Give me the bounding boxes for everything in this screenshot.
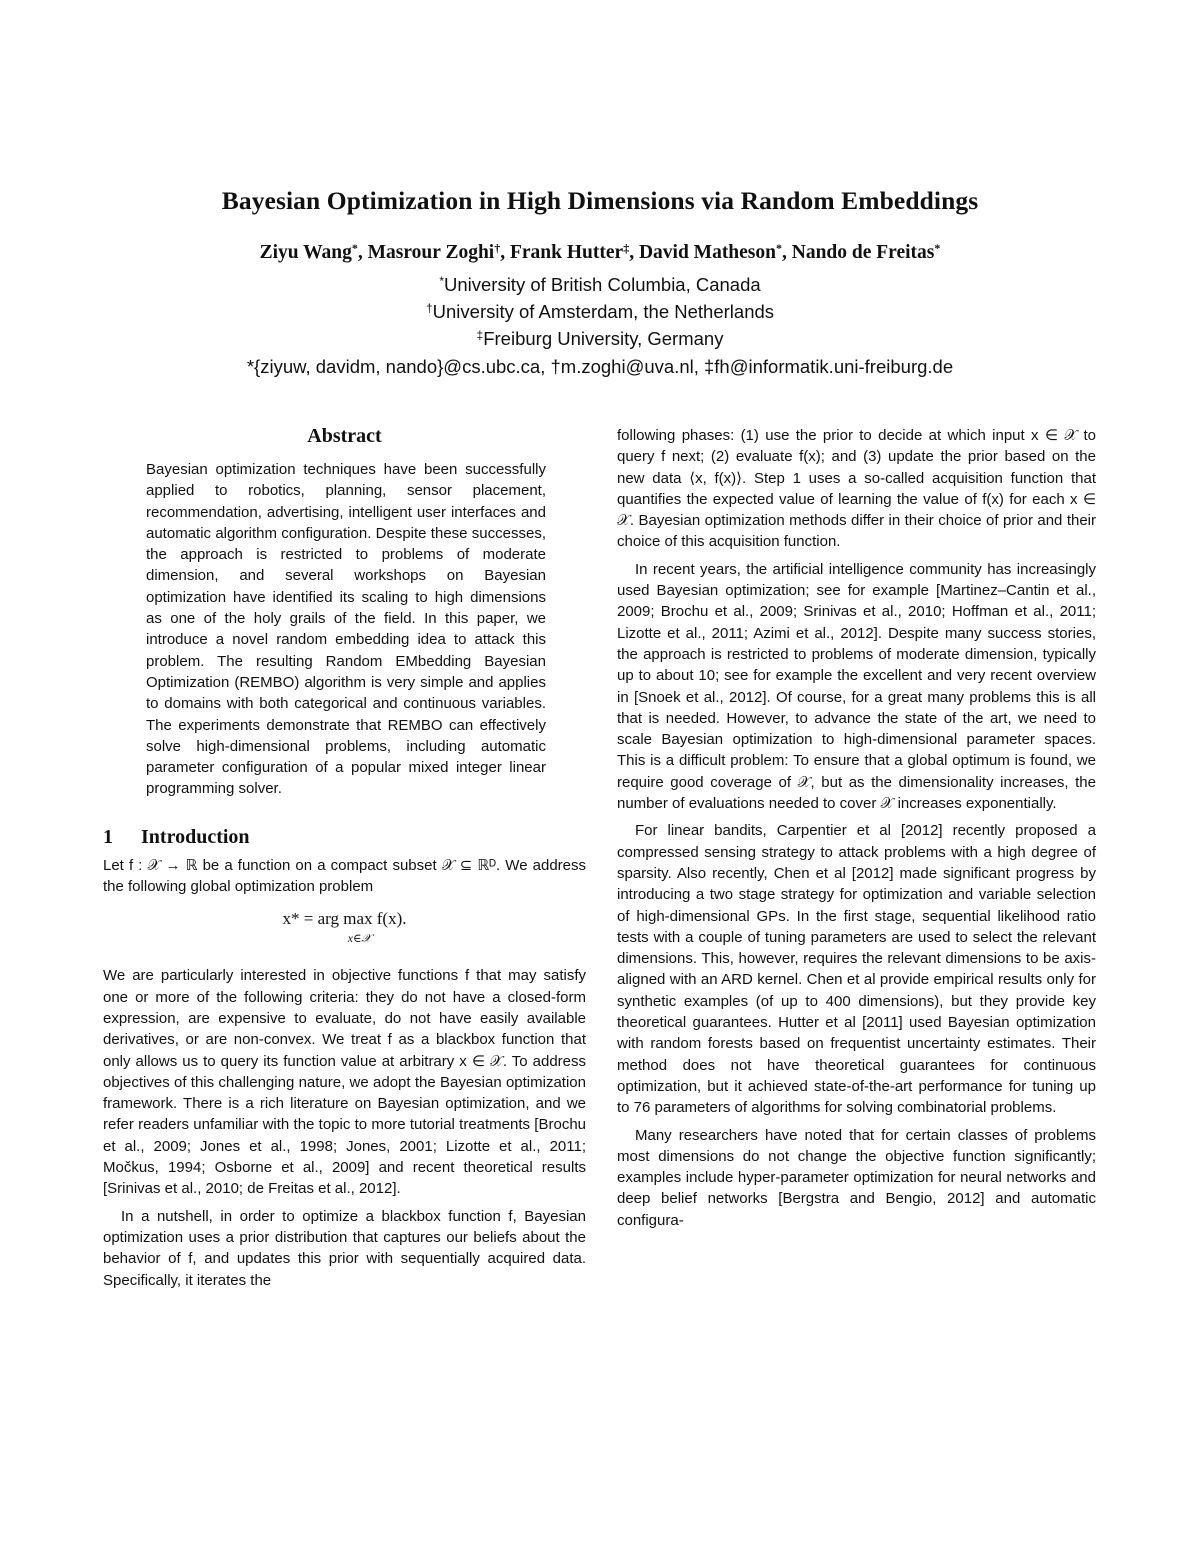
right-paragraph-2: In recent years, the artificial intelligence community has increasingly used Bayesian optimization; see for example [Martinez–Cantin et al., 2009; Brochu et al., 2009; Srinivas et al., 2010; Hoffman et al., 2011; Lizotte et al., 2011; Azimi et al., 2012]. Despite many success stories, the approach is restricted to problems of moderate dimension, typically up to about 10; see for example the excellent and very recent overview in [Snoek et al., 2012]. Of course, for a great many problems this is all that is needed. However, to advance the state of the art, we need to scale Bayesian optimization to high-dimensional parameter spaces. This is a difficult problem: To ensure that a global optimum is found, we require good coverage of 𝒳, but as the dimensionality increases, the number of evaluations needed to cover 𝒳 increases exponentially. — [617, 560, 1096, 813]
author-3-mark: ‡ — [623, 241, 630, 255]
affiliation-1-text: University of British Columbia, Canada — [443, 274, 761, 295]
left-column — [103, 425, 586, 1291]
affiliation-2-mark: † — [425, 301, 433, 315]
intro-paragraph-3: In a nutshell, in order to optimize a blackbox function f, Bayesian optimization uses a prior distribution that captures our beliefs about the behavior of f, and updates this prior with sequentially acquired data. Specifically, it iterates the — [103, 1207, 586, 1289]
author-4-mark: * — [776, 241, 782, 255]
intro-paragraph-2: We are particularly interested in objective functions f that may satisfy one or more of the following criteria: they do not have a closed-form expression, are expensive to evaluate, do not have easily available derivatives, or are non-convex. We treat f as a blackbox function that only allows us to query its function value at arbitrary x ∈ 𝒳. To address objectives of this challenging nature, we adopt the Bayesian optimization framework. There is a rich literature on Bayesian optimization, and we refer readers unfamiliar with the topic to more tutorial treatments [Brochu et al., 2009; Jones et al., 1998; Jones, 2001; Lizotte et al., 2011; Močkus, 1994; Osborne et al., 2009] and recent theoretical results [Srinivas et al., 2010; de Freitas et al., 2012]. — [103, 967, 586, 1198]
author-5: Nando de Freitas — [791, 242, 935, 263]
paper-title: Bayesian Optimization in High Dimensions via Random Embeddings — [221, 186, 979, 215]
affiliation-1-mark: * — [439, 274, 444, 288]
affiliation-2-text: University of Amsterdam, the Netherlands — [432, 301, 775, 322]
author-5-mark: * — [934, 241, 941, 255]
affiliation-2 — [0, 301, 1200, 323]
author-1-mark: * — [351, 241, 358, 255]
author-1: Ziyu Wang — [259, 242, 352, 263]
section-heading-introduction — [103, 826, 586, 849]
author-list: Ziyu Wang*, Masrour Zoghi†, Frank Hutter‡, David Matheson*, Nando de Freitas* — [259, 241, 941, 263]
right-column — [617, 425, 1096, 1231]
equation-main: x* = arg max f(x). — [282, 909, 407, 929]
author-4: David Matheson — [638, 242, 776, 263]
equation-subscript: x∈𝒳 — [347, 933, 372, 946]
author-3: Frank Hutter — [509, 242, 624, 263]
intro-paragraph-1: Let f : 𝒳 → ℝ be a function on a compact subset 𝒳 ⊆ ℝᴰ. We address the following global optimization problem — [103, 856, 586, 896]
affiliation-3-mark: ‡ — [476, 328, 484, 342]
author-2: Masrour Zoghi — [367, 242, 495, 263]
abstract-text: Bayesian optimization techniques have been successfully applied to robotics, planning, sensor placement, recommendation, advertising, intelligent user interfaces and automatic algorithm configuration. Despite these successes, the approach is restricted to problems of moderate dimension, and several workshops on Bayesian optimization have identified its scaling to high dimensions as one of the holy grails of the field. In this paper, we introduce a novel random embedding idea to attack this problem. The resulting Random EMbedding Bayesian Optimization (REMBO) algorithm is very simple and applies to domains with both categorical and continuous variables. The experiments demonstrate that REMBO can effectively solve high-dimensional problems, including automatic parameter configuration of a popular mixed integer linear programming solver. — [146, 461, 546, 798]
affiliation-3 — [0, 328, 1200, 350]
author-emails[interactable]: *{ziyuw, davidm, nando}@cs.ubc.ca, †m.zoghi@uva.nl, ‡fh@informatik.uni-freiburg.de — [246, 356, 954, 377]
right-paragraph-3: For linear bandits, Carpentier et al [2012] recently proposed a compressed sensing strategy to attack problems with a high degree of sparsity. Also recently, Chen et al [2012] made significant progress by introducing a two stage strategy for optimization and variable selection of high-dimensional GPs. In the first stage, sequential likelihood ratio tests with a couple of tuning parameters are used to select the relevant dimensions. This, however, requires the relevant dimensions to be axis-aligned with an ARD kernel. Chen et al provide empirical results only for synthetic examples (of up to 400 dimensions), but they provide key theoretical guarantees. Hutter et al [2011] used Bayesian optimization with random forests based on frequentist uncertainty estimates. Their method does not have theoretical guarantees for continuous optimization, but it achieved state-of-the-art performance for tuning up to 76 parameters of algorithms for solving combinatorial problems. — [617, 822, 1096, 1117]
affiliation-3-text: Freiburg University, Germany — [483, 328, 724, 349]
section-title: Introduction — [141, 825, 250, 848]
section-number: 1 — [103, 825, 113, 848]
author-2-mark: † — [494, 241, 501, 255]
abstract-heading: Abstract — [307, 425, 382, 447]
right-paragraph-4: Many researchers have noted that for certain classes of problems most dimensions do not change the objective function significantly; examples include hyper-parameter optimization for neural networks and deep belief networks [Bergstra and Bengio, 2012] and automatic configura- — [617, 1126, 1096, 1229]
right-paragraph-1: following phases: (1) use the prior to decide at which input x ∈ 𝒳 to query f next; (2) evaluate f(x); and (3) update the prior based on the new data ⟨x, f(x)⟩. Step 1 uses a so-called acquisition function that quantifies the expected value of learning the value of f(x) for each x ∈ 𝒳. Bayesian optimization methods differ in their choice of prior and their choice of this acquisition function. — [617, 427, 1096, 551]
optimization-equation — [103, 909, 586, 953]
affiliation-1 — [0, 274, 1200, 296]
